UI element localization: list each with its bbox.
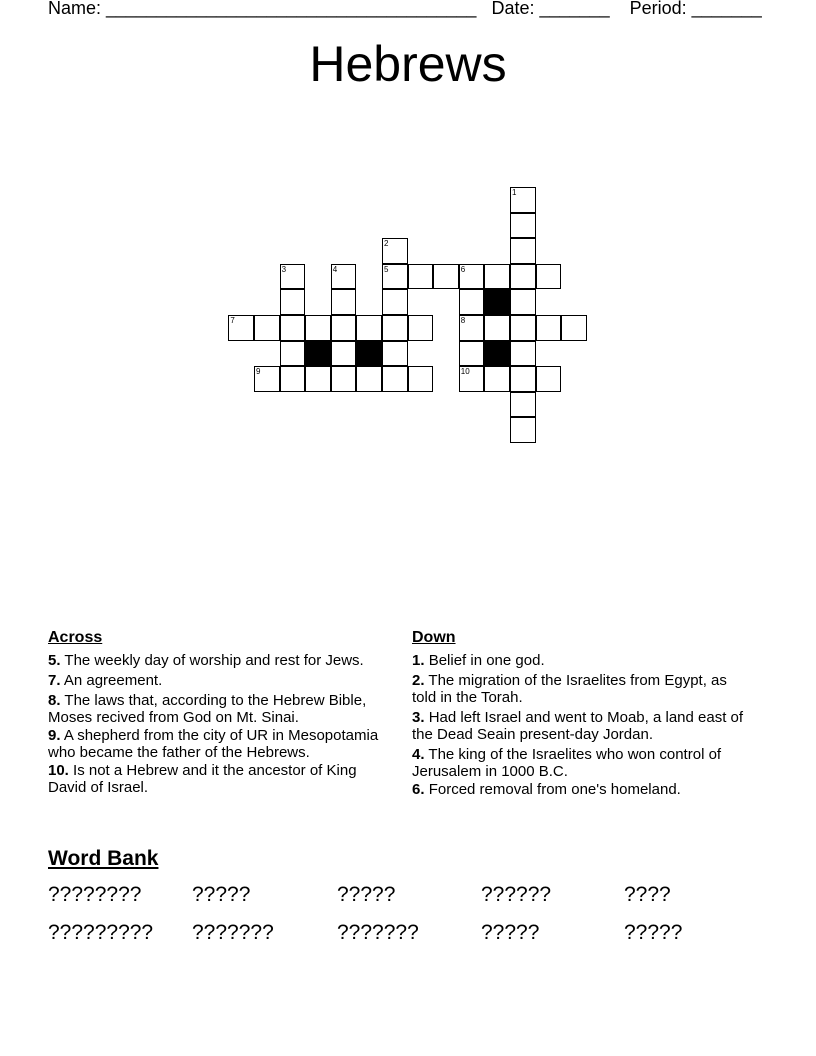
clue-number: 10.: [48, 762, 69, 779]
name-label: Name:: [48, 0, 102, 18]
crossword-cell[interactable]: [484, 264, 510, 290]
word-bank-item: ?????: [624, 921, 683, 944]
crossword-cell[interactable]: [459, 366, 485, 392]
crossword-cell[interactable]: [536, 315, 562, 341]
clue-number-label: 2: [384, 239, 389, 249]
word-bank-item: ???????: [192, 921, 274, 944]
clue-number-label: 10: [460, 367, 470, 377]
crossword-cell[interactable]: [510, 417, 536, 443]
crossword-cell[interactable]: [536, 264, 562, 290]
crossword-cell[interactable]: [331, 366, 357, 392]
clue-number: 2.: [412, 672, 425, 689]
crossword-cell[interactable]: [305, 366, 331, 392]
crossword-block: [484, 289, 510, 315]
clue-text: The king of the Israelites who won control of Jerusalem in 1000 B.C.: [412, 746, 722, 780]
clue-text: An agreement.: [63, 672, 163, 689]
crossword-grid: [0, 0, 816, 500]
crossword-cell[interactable]: [280, 289, 306, 315]
crossword-cell[interactable]: [331, 264, 357, 290]
clue-number: 6.: [412, 781, 425, 798]
down-clue: [412, 746, 752, 780]
down-clue: [412, 672, 752, 706]
clue-text: Is not a Hebrew and it the ancestor of King David of Israel.: [48, 762, 357, 796]
clue-number: 9.: [48, 727, 61, 744]
crossword-cell[interactable]: [459, 341, 485, 367]
across-clue: [48, 652, 388, 669]
crossword-cell[interactable]: [510, 238, 536, 264]
crossword-cell[interactable]: [510, 315, 536, 341]
crossword-cell[interactable]: [254, 315, 280, 341]
crossword-cell[interactable]: [331, 341, 357, 367]
crossword-cell[interactable]: [382, 315, 408, 341]
crossword-cell[interactable]: [280, 366, 306, 392]
crossword-cell[interactable]: [408, 315, 434, 341]
date-label: Date:: [491, 0, 535, 18]
crossword-cell[interactable]: [280, 315, 306, 341]
crossword-cell[interactable]: [356, 366, 382, 392]
down-clues: [412, 629, 752, 799]
crossword-cell[interactable]: [331, 289, 357, 315]
across-clue: [48, 727, 388, 761]
crossword-cell[interactable]: [356, 315, 382, 341]
crossword-block: [305, 341, 331, 367]
clue-number-label: 8: [460, 316, 466, 325]
word-bank-item: ???????: [337, 921, 419, 944]
name-blank[interactable]: _____________________________________: [106, 0, 477, 18]
date-blank[interactable]: _______: [539, 0, 610, 18]
crossword-cell[interactable]: [254, 366, 280, 392]
down-clue: [412, 709, 752, 743]
crossword-block: [484, 341, 510, 367]
clue-text: Had left Israel and went to Moab, a land east of the Dead Seain present-day Jordan.: [412, 709, 744, 743]
crossword-cell[interactable]: [382, 264, 408, 290]
crossword-cell[interactable]: [510, 289, 536, 315]
clue-text: The weekly day of worship and rest for Jews.: [64, 652, 364, 669]
crossword-cell[interactable]: [408, 366, 434, 392]
across-clues: [48, 629, 388, 797]
word-bank-item: ????????: [48, 883, 142, 906]
word-bank-item: ????: [624, 883, 671, 906]
down-heading: Down: [412, 629, 456, 646]
word-bank-item: ?????: [192, 883, 251, 906]
clue-number-label: 1: [512, 188, 517, 197]
crossword-cell[interactable]: [561, 315, 587, 341]
crossword-cell[interactable]: [510, 341, 536, 367]
crossword-cell[interactable]: [280, 264, 306, 290]
crossword-cell[interactable]: [331, 315, 357, 341]
across-clue: [48, 692, 388, 726]
crossword-block: [356, 341, 382, 367]
clue-number: 5.: [48, 652, 61, 669]
clue-text: A shepherd from the city of UR in Mesopotamia who became the father of the Hebrews.: [48, 727, 379, 761]
crossword-cell[interactable]: [510, 213, 536, 239]
across-clue: [48, 762, 388, 796]
crossword-cell[interactable]: [459, 289, 485, 315]
clue-number: 3.: [412, 709, 425, 726]
clue-number-label: 6: [460, 264, 466, 274]
crossword-cell[interactable]: [433, 264, 459, 290]
crossword-cell[interactable]: [510, 187, 536, 213]
crossword-cell[interactable]: [510, 366, 536, 392]
crossword-cell[interactable]: [382, 341, 408, 367]
down-clue: [412, 781, 752, 798]
clue-number: 7.: [48, 672, 61, 689]
clue-text: Forced removal from one's homeland.: [428, 781, 681, 798]
clue-text: The laws that, according to the Hebrew Bible, Moses recived from God on Mt. Sinai.: [48, 692, 367, 726]
crossword-cell[interactable]: [510, 392, 536, 418]
crossword-cell[interactable]: [382, 289, 408, 315]
clue-text: The migration of the Israelites from Egypt, as told in the Torah.: [412, 672, 727, 706]
page-title: Hebrews: [309, 36, 507, 92]
clue-text: Belief in one god.: [428, 652, 545, 669]
period-blank[interactable]: _______: [691, 0, 762, 18]
crossword-cell[interactable]: [484, 366, 510, 392]
word-bank-item: ?????: [481, 921, 540, 944]
crossword-cell[interactable]: [228, 315, 254, 341]
clue-number-label: 3: [281, 264, 287, 274]
down-clue: [412, 652, 752, 669]
crossword-cell[interactable]: [484, 315, 510, 341]
crossword-cell[interactable]: [280, 341, 306, 367]
clue-number: 8.: [48, 692, 61, 709]
crossword-cell[interactable]: [408, 264, 434, 290]
crossword-cell[interactable]: [459, 315, 485, 341]
word-bank-title: Word Bank: [48, 847, 159, 870]
crossword-cell[interactable]: [382, 238, 408, 264]
clue-number-label: 9: [256, 367, 261, 377]
clue-number: 4.: [412, 746, 425, 763]
word-bank-item: ?????????: [48, 921, 154, 944]
word-bank-item: ??????: [481, 883, 552, 906]
clue-number: 1.: [412, 652, 425, 669]
word-bank-item: ?????: [337, 883, 396, 906]
clue-number-label: 7: [230, 316, 235, 325]
period-label: Period:: [629, 0, 687, 18]
crossword-cell[interactable]: [459, 264, 485, 290]
crossword-cell[interactable]: [382, 366, 408, 392]
across-heading: Across: [48, 629, 103, 646]
crossword-cell[interactable]: [510, 264, 536, 290]
crossword-cell[interactable]: [536, 366, 562, 392]
across-clue: [48, 672, 388, 689]
clue-number-label: 5: [384, 264, 389, 274]
clue-number-label: 4: [332, 264, 338, 274]
crossword-cell[interactable]: [305, 315, 331, 341]
